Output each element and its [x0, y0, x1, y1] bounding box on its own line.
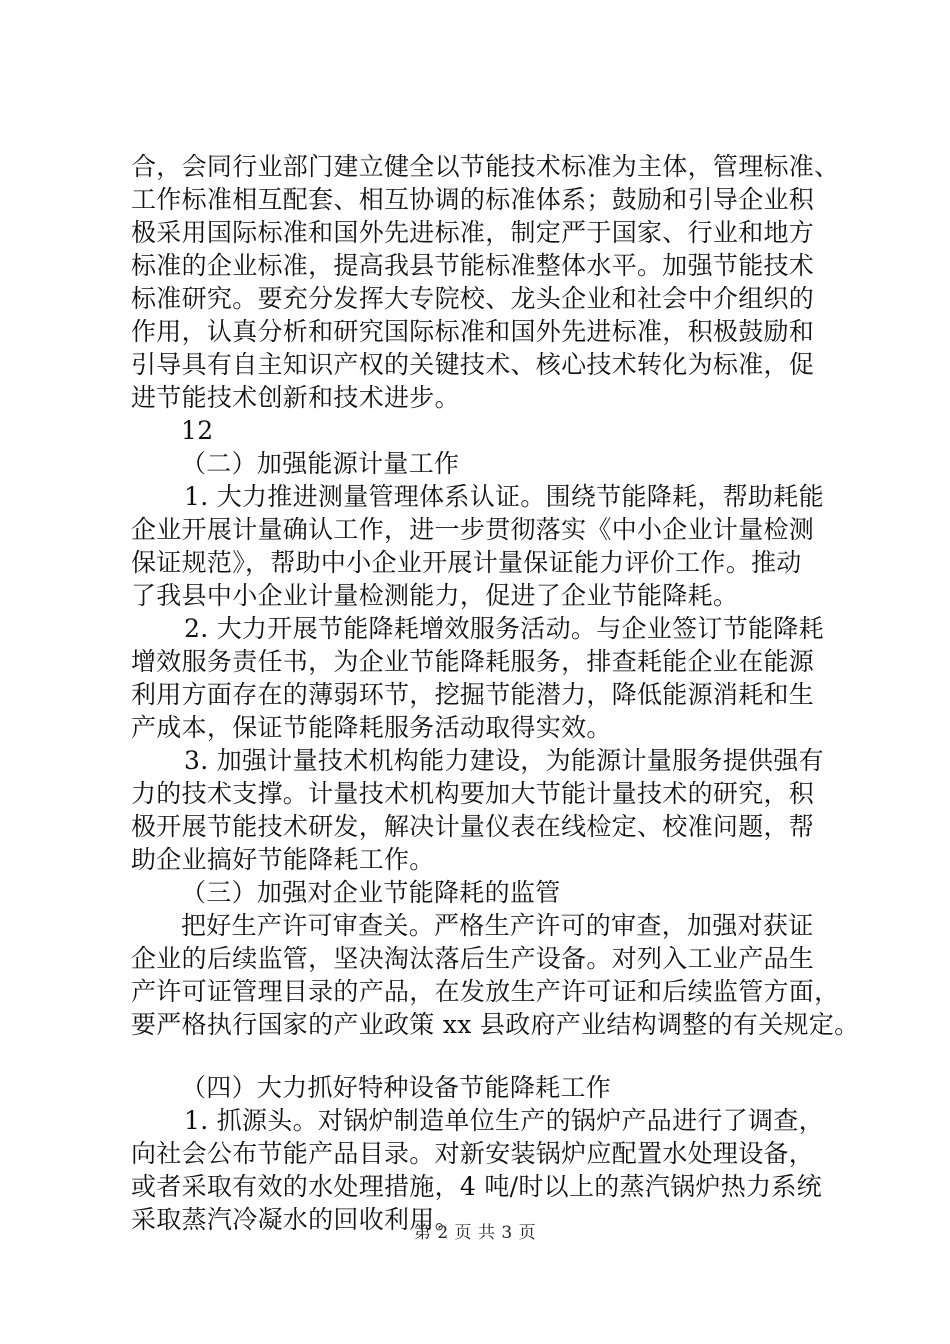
text-line: 标准的企业标准，提高我县节能标准整体水平。加强节能技术 [131, 251, 815, 280]
text-line: 企业的后续监管，坚决淘汰落后生产设备。对列入工业产品生 [131, 944, 815, 973]
text-line: 把好生产许可审查关。严格生产许可的审查，加强对获证 [181, 911, 814, 940]
text-line: 要严格执行国家的产业政策 xx 县政府产业结构调整的有关规定。 [131, 1010, 860, 1039]
paragraph-boiler [131, 1104, 831, 1236]
page-number-footer: 第 2 页 共 3 页 [413, 1223, 537, 1243]
paragraph-standards [131, 150, 840, 414]
paragraph-item-3 [131, 744, 831, 876]
section-heading-3: （三）加强对企业节能降耗的监管 [181, 878, 561, 907]
text-line: 进节能技术创新和技术进步。 [131, 383, 460, 412]
text-line: 助企业搞好节能降耗工作。 [131, 845, 435, 874]
text-line: 利用方面存在的薄弱环节，挖掘节能潜力，降低能源消耗和生 [131, 680, 815, 709]
text-line: 3. 加强计量技术机构能力建设，为能源计量服务提供强有 [184, 746, 824, 775]
text-line: 了我县中小企业计量检测能力，促进了企业节能降耗。 [131, 581, 739, 610]
text-line: 或者采取有效的水处理措施，4 吨/时以上的蒸汽锅炉热力系统 [131, 1172, 822, 1201]
text-line: 极开展节能技术研发，解决计量仪表在线检定、校准问题，帮 [131, 812, 815, 841]
text-line: 企业开展计量确认工作，进一步贯彻落实《中小企业计量检测 [131, 515, 815, 544]
text-line: 引导具有自主知识产权的关键技术、核心技术转化为标准，促 [131, 350, 815, 379]
text-line: 合，会同行业部门建立健全以节能技术标准为主体，管理标准、 [131, 152, 840, 181]
text-line: 产成本，保证节能降耗服务活动取得实效。 [131, 713, 612, 742]
text-line: 力的技术支撑。计量技术机构要加大节能计量技术的研究，积 [131, 779, 815, 808]
text-line: 1. 抓源头。对锅炉制造单位生产的锅炉产品进行了调查， [184, 1106, 824, 1135]
paragraph-item-2 [131, 612, 831, 744]
text-line: 产许可证管理目录的产品，在发放生产许可证和后续监管方面， [131, 977, 840, 1006]
paragraph-gap [131, 1041, 831, 1071]
text-line: 向社会公布节能产品目录。对新安装锅炉应配置水处理设备， [131, 1139, 815, 1168]
paragraph-item-1 [131, 480, 831, 612]
text-line: 采取蒸汽冷凝水的回收利用。 [131, 1205, 460, 1234]
document-body [131, 150, 860, 1236]
paragraph-supervision [131, 909, 860, 1041]
section-heading-4: （四）大力抓好特种设备节能降耗工作 [181, 1073, 612, 1102]
section-heading-2: （二）加强能源计量工作 [181, 449, 460, 478]
text-line: 1. 大力推进测量管理体系认证。围绕节能降耗，帮助耗能 [184, 482, 824, 511]
text-line: 保证规范》，帮助中小企业开展计量保证能力评价工作。推动 [131, 548, 802, 577]
text-line: 作用，认真分析和研究国际标准和国外先进标准，积极鼓励和 [131, 317, 815, 346]
text-line: 标准研究。要充分发挥大专院校、龙头企业和社会中介组织的 [131, 284, 815, 313]
text-line: 极采用国际标准和国外先进标准，制定严于国家、行业和地方 [131, 218, 815, 247]
text-line: 增效服务责任书，为企业节能降耗服务，排查耗能企业在能源 [131, 647, 815, 676]
text-line: 2. 大力开展节能降耗增效服务活动。与企业签订节能降耗 [184, 614, 824, 643]
text-line: 工作标准相互配套、相互协调的标准体系；鼓励和引导企业积 [131, 185, 815, 214]
stray-marker: 12 [181, 416, 214, 445]
